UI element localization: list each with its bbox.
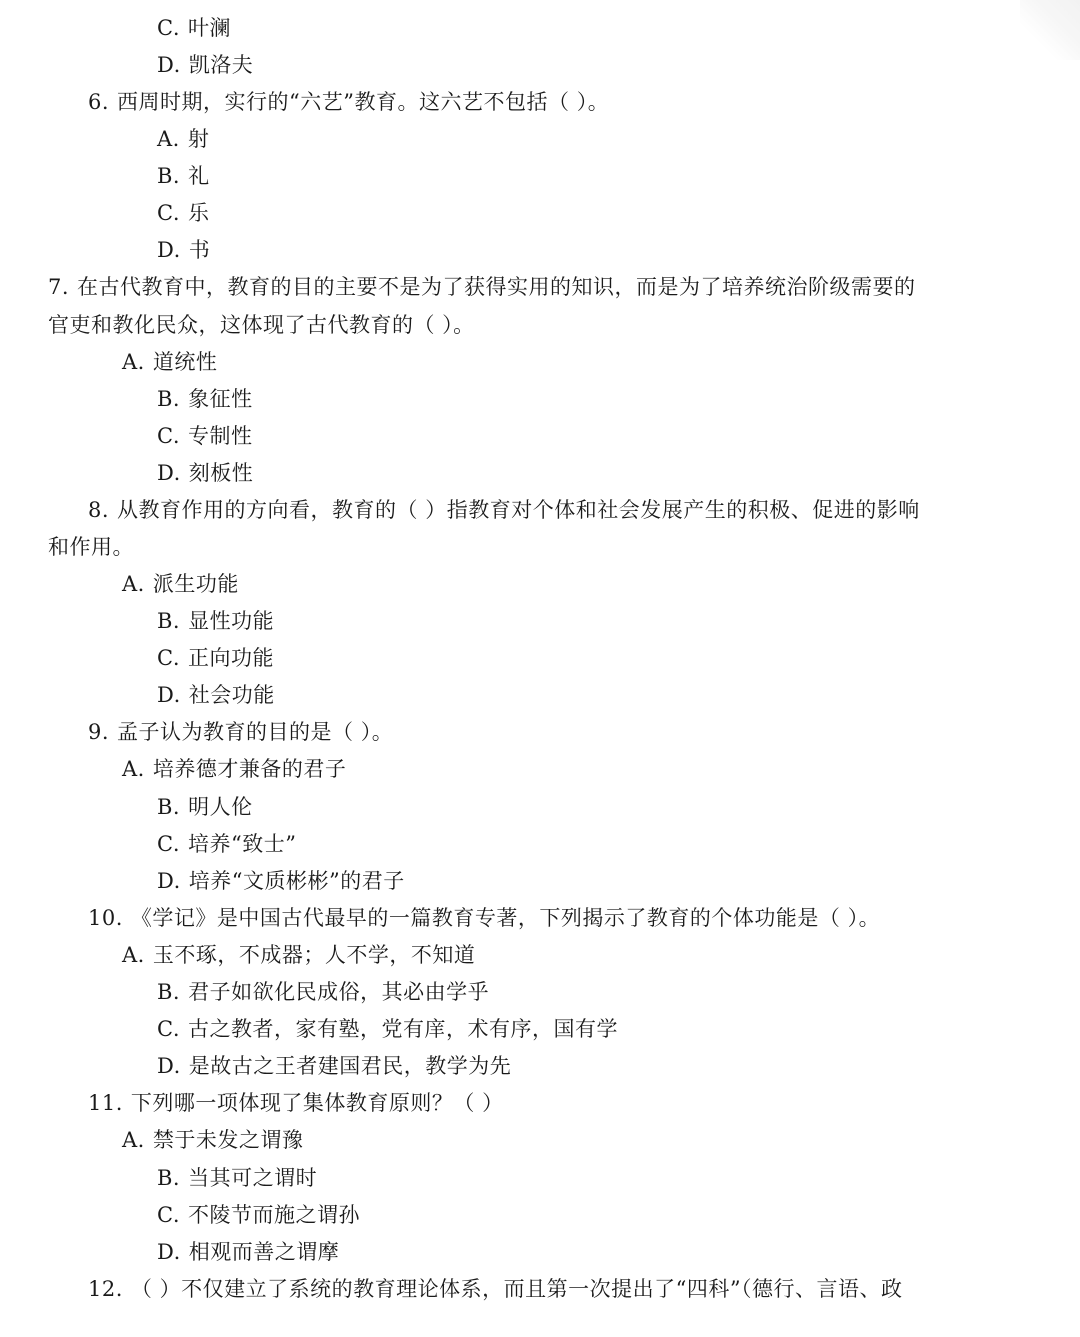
option-label: A. — [122, 1128, 145, 1152]
option-text: 刻板性 — [188, 461, 254, 485]
option-item — [122, 347, 217, 377]
question-text: 孟子认为教育的目的是（ ）。 — [117, 720, 394, 744]
option-label: D. — [157, 461, 181, 485]
option-label: C. — [157, 832, 180, 856]
option-item — [157, 1051, 511, 1081]
option-text: 书 — [188, 238, 211, 262]
option-item — [157, 50, 253, 80]
option-item — [157, 643, 274, 673]
option-item — [122, 754, 346, 784]
option-label: C. — [157, 424, 180, 448]
option-text: 显性功能 — [188, 609, 275, 633]
option-item — [157, 458, 253, 488]
option-text: 礼 — [188, 164, 210, 188]
option-text: 相观而善之谓摩 — [188, 1240, 340, 1264]
question-number: 8. — [88, 498, 110, 522]
option-item — [157, 235, 210, 265]
option-text: 正向功能 — [188, 646, 274, 670]
option-text: 是故古之王者建国君民，教学为先 — [188, 1054, 512, 1078]
option-item — [157, 1163, 317, 1193]
option-text: 乐 — [188, 201, 210, 225]
question-stem-continuation — [48, 532, 134, 562]
option-text: 禁于未发之谓豫 — [152, 1128, 304, 1152]
question-stem-continuation — [48, 310, 475, 340]
question-stem — [88, 87, 609, 117]
option-text: 不陵节而施之谓孙 — [188, 1203, 360, 1227]
option-item — [157, 124, 209, 154]
option-label: D. — [157, 869, 181, 893]
option-label: B. — [157, 609, 181, 633]
question-text: 西周时期，实行的“六艺”教育。这六艺不包括（ ）。 — [117, 90, 610, 114]
question-number: 7. — [48, 275, 70, 299]
option-text: 培养“文质彬彬”的君子 — [188, 869, 405, 893]
option-label: B. — [157, 1166, 181, 1190]
option-label: B. — [157, 164, 181, 188]
option-label: D. — [157, 683, 181, 707]
page-corner-shadow — [1020, 0, 1080, 60]
option-item — [122, 1125, 303, 1155]
option-item — [157, 198, 210, 228]
option-label: B. — [157, 387, 181, 411]
question-stem — [48, 272, 916, 302]
question-text: 和作用。 — [48, 535, 134, 559]
option-text: 君子如欲化民成俗，其必由学乎 — [188, 980, 490, 1004]
question-number: 11. — [88, 1091, 123, 1115]
option-text: 社会功能 — [188, 683, 275, 707]
option-label: C. — [157, 16, 180, 40]
option-label: B. — [157, 980, 181, 1004]
option-item — [157, 1237, 339, 1267]
option-label: D. — [157, 53, 181, 77]
option-text: 玉不琢，不成器；人不学，不知道 — [152, 943, 476, 967]
option-text: 专制性 — [188, 424, 253, 448]
option-label: B. — [157, 795, 181, 819]
option-item — [122, 940, 475, 970]
option-label: A. — [122, 757, 145, 781]
option-item — [157, 792, 253, 822]
option-item — [157, 1014, 618, 1044]
question-number: 10. — [88, 906, 123, 930]
option-label: A. — [122, 572, 145, 596]
option-label: D. — [157, 1240, 181, 1264]
question-text: （ ）不仅建立了系统的教育理论体系，而且第一次提出了“四科”（德行、言语、政 — [130, 1277, 903, 1301]
option-item — [157, 829, 296, 859]
option-item — [157, 680, 275, 710]
question-text: 《学记》是中国古代最早的一篇教育专著，下列揭示了教育的个体功能是（ ）。 — [130, 906, 881, 930]
option-label: D. — [157, 238, 181, 262]
option-text: 叶澜 — [188, 16, 231, 40]
option-text: 培养德才兼备的君子 — [152, 757, 347, 781]
option-item — [157, 1200, 360, 1230]
option-label: C. — [157, 201, 180, 225]
option-label: A. — [122, 350, 145, 374]
option-text: 象征性 — [188, 387, 253, 411]
option-item — [157, 13, 231, 43]
option-label: A. — [157, 127, 180, 151]
option-item — [157, 606, 274, 636]
option-text: 道统性 — [152, 350, 218, 374]
option-item — [157, 384, 253, 414]
option-item — [157, 866, 405, 896]
option-label: C. — [157, 646, 180, 670]
option-text: 凯洛夫 — [188, 53, 254, 77]
question-number: 12. — [88, 1277, 123, 1301]
question-stem — [88, 1088, 504, 1118]
question-number: 9. — [88, 720, 110, 744]
question-number: 6. — [88, 90, 110, 114]
question-stem — [88, 1274, 903, 1304]
option-label: C. — [157, 1203, 180, 1227]
option-item — [122, 569, 239, 599]
option-label: C. — [157, 1017, 180, 1041]
option-label: D. — [157, 1054, 181, 1078]
option-item — [157, 977, 489, 1007]
question-text: 下列哪一项体现了集体教育原则？（ ） — [130, 1091, 504, 1115]
option-text: 明人伦 — [188, 795, 253, 819]
question-text: 从教育作用的方向看，教育的（ ）指教育对个体和社会发展产生的积极、促进的影响 — [117, 498, 920, 522]
option-text: 培养“致士” — [188, 832, 297, 856]
option-text: 古之教者，家有塾，党有庠，术有序，国有学 — [188, 1017, 618, 1041]
option-item — [157, 421, 253, 451]
option-text: 派生功能 — [152, 572, 239, 596]
option-label: A. — [122, 943, 145, 967]
question-text: 官吏和教化民众，这体现了古代教育的（ ）。 — [48, 313, 475, 337]
question-stem — [88, 717, 393, 747]
option-item — [157, 161, 210, 191]
question-stem — [88, 495, 920, 525]
option-text: 射 — [187, 127, 210, 151]
option-text: 当其可之谓时 — [188, 1166, 318, 1190]
question-text: 在古代教育中，教育的目的主要不是为了获得实用的知识，而是为了培养统治阶级需要的 — [77, 275, 916, 299]
question-stem — [88, 903, 880, 933]
